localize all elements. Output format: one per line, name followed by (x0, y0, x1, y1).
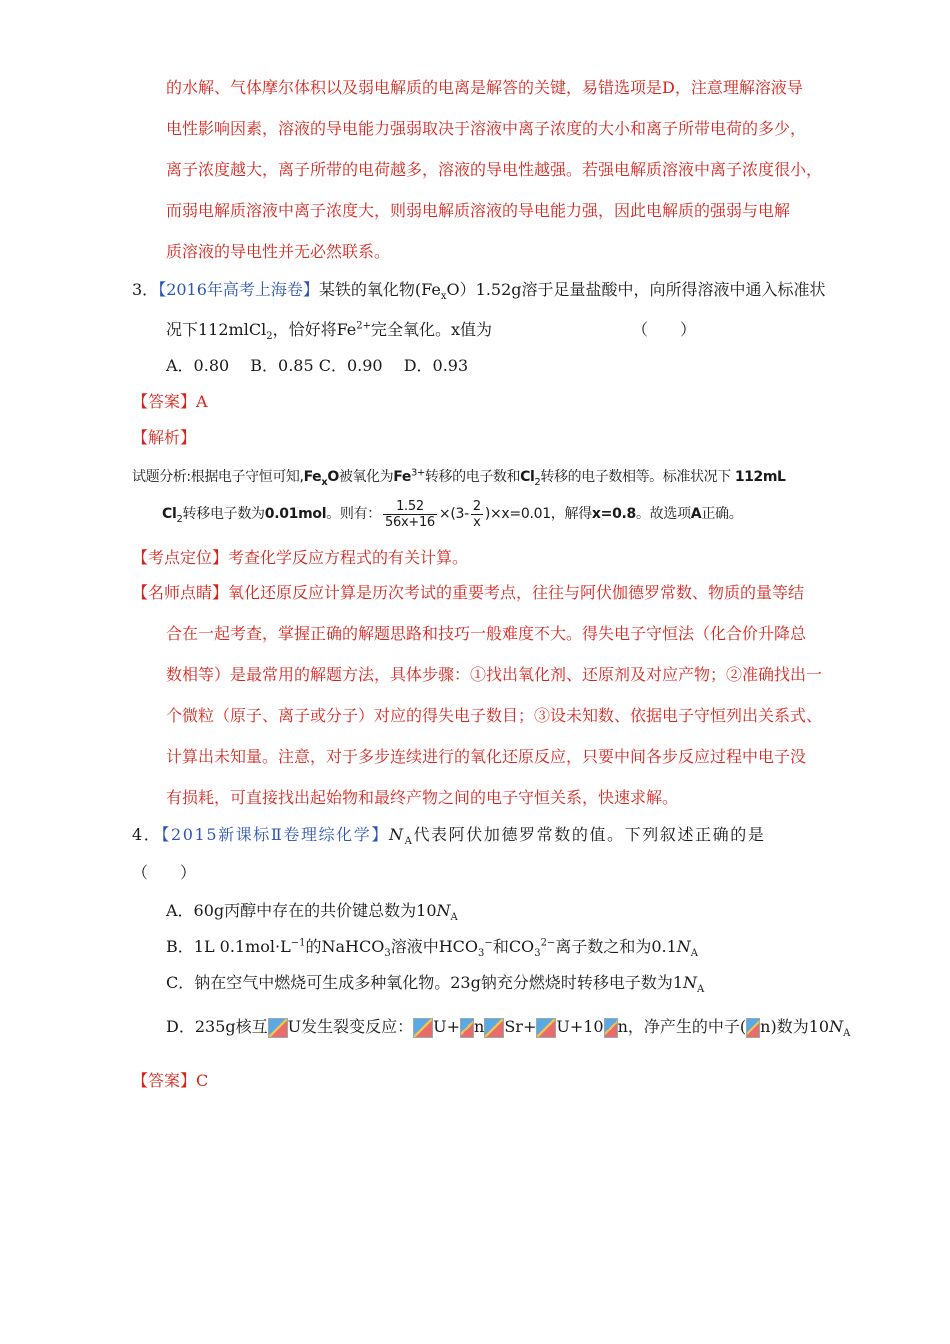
symbol: N (676, 937, 691, 956)
option-text: n)数为10 (760, 1017, 830, 1036)
broken-image-icon (268, 1018, 288, 1038)
subscript: A (697, 984, 705, 996)
text-line: 的水解、气体摩尔体积以及弱电解质的电离是解答的关键，易错选项是D，注意理解溶液导 (166, 78, 803, 97)
question-3-stem-line2 (166, 320, 493, 343)
formula: Fe (393, 469, 411, 485)
option-text: n，净产生的中子( (617, 1017, 747, 1036)
teacher-note-text: 数相等）是最常用的解题方法，具体步骤：①找出氧化剂、还原剂及对应产物；②准确找出一 (166, 665, 823, 684)
broken-image-icon (460, 1018, 474, 1038)
subscript: 2 (534, 476, 541, 488)
subscript: 3 (478, 948, 485, 960)
superscript: −1 (290, 937, 306, 949)
question-source: 【2016年高考上海卷】 (158, 280, 319, 299)
option-text: 离子数之和为0.1 (555, 937, 677, 956)
symbol: N (436, 901, 451, 920)
solution-text: 0.01mol (264, 506, 327, 522)
question-3-stem (132, 280, 826, 303)
key-point-text: 考查化学反应方程式的有关计算。 (228, 548, 469, 567)
option-text: U发生裂变反应： (287, 1017, 414, 1036)
subscript: A (843, 1028, 851, 1040)
option-text: 溶液中HCO (390, 937, 479, 956)
formula: O (327, 469, 339, 485)
subscript: 2 (266, 331, 273, 343)
stem-text: 代表阿伏加德罗常数的值。下列叙述正确的是 (413, 825, 766, 844)
teacher-note-line (132, 583, 804, 603)
question-3-options: A．0.80 B．0.85 C．0.90 D．0.93 (166, 356, 469, 375)
teacher-note-label: 【名师点睛】 (132, 583, 229, 602)
text-line: 离子浓度越大，离子所带的电荷越多，溶液的导电性越强。若强电解质溶液中离子浓度很小， (166, 160, 823, 179)
key-point-label: 【考点定位】 (132, 548, 229, 567)
solution-text: 。则有： (326, 506, 382, 522)
solution-line-2 (162, 496, 742, 532)
fraction-numerator: 1.52 (383, 499, 437, 515)
formula: Cl (520, 469, 535, 485)
fraction (471, 499, 483, 530)
formula: Fe (303, 469, 322, 485)
subscript: x (321, 476, 328, 488)
question-number: 3． (132, 280, 159, 299)
subscript: x (440, 291, 447, 303)
option-text: n (474, 1017, 485, 1036)
answer-value: A (196, 392, 208, 411)
option-text: 和CO (492, 937, 535, 956)
option-d (166, 1013, 850, 1041)
subscript: A (450, 912, 458, 924)
option-b (166, 937, 698, 960)
symbol: N (389, 825, 405, 844)
question-4-stem (132, 825, 766, 848)
option-text: Sr+ (504, 1017, 537, 1036)
solution-text: )×x=0.01，解得 (484, 506, 592, 522)
subscript: 2 (176, 513, 183, 525)
answer-label: 【答案】 (132, 392, 197, 411)
option-text: B．1L 0.1mol·L (166, 937, 291, 956)
solution-text: 转移电子数为 (182, 506, 265, 522)
teacher-note-text: 有损耗，可直接找出起始物和最终产物之间的电子守恒关系，快速求解。 (166, 788, 679, 807)
teacher-note-text: 氧化还原反应计算是历次考试的重要考点，往往与阿伏伽德罗常数、物质的量等结 (228, 583, 805, 602)
solution-text: 转移的电子数和 (424, 469, 521, 485)
answer-value: C (196, 1071, 209, 1090)
formula: Cl (162, 506, 177, 522)
answer-line (132, 392, 208, 412)
fraction-denominator: x (473, 514, 481, 530)
stem-text: 某铁的氧化物(Fe (318, 280, 441, 299)
option-c (166, 973, 705, 996)
question-number: 4． (132, 825, 162, 844)
subscript: 3 (534, 948, 541, 960)
subscript: A (404, 836, 414, 848)
superscript: 3+ (410, 467, 425, 479)
solution-text: 被氧化为 (338, 469, 394, 485)
stem-text: O）1.52g溶于足量盐酸中，向所得溶液中通入标准状 (446, 280, 826, 299)
key-point-line (132, 548, 468, 568)
solution-text: 正确。 (701, 506, 743, 522)
superscript: 2− (540, 937, 556, 949)
solution-text: 112mL (734, 469, 786, 485)
fraction-numerator: 2 (472, 498, 481, 514)
broken-image-icon (413, 1018, 433, 1038)
answer-paren: （ ） (132, 863, 197, 882)
subscript: 3 (384, 948, 391, 960)
teacher-note-text: 计算出未知量。注意，对于多步连续进行的氧化还原反应，只要中间各步反应过程中电子没 (166, 747, 807, 766)
stem-text: ，恰好将Fe (272, 320, 357, 339)
option-text: C．钠在空气中燃烧可生成多种氧化物。23g钠充分燃烧时转移电子数为1 (166, 973, 684, 992)
broken-image-icon (484, 1018, 504, 1038)
solution-text: ×(3- (438, 506, 469, 522)
broken-image-icon (536, 1018, 556, 1038)
broken-image-icon (604, 1018, 618, 1038)
solution-text: 转移的电子数相等。标准状况下 (540, 469, 731, 485)
option-text: A．60g丙醇中存在的共价键总数为10 (166, 901, 437, 920)
fraction (383, 499, 437, 530)
solution-text: 试题分析:根据电子守恒可知, (132, 469, 304, 485)
answer-paren: （ ） (632, 320, 697, 339)
option-text: D．235g核互 (166, 1017, 268, 1036)
text-line: 而弱电解质溶液中离子浓度大，则弱电解质溶液的导电能力强，因此电解质的强弱与电解 (166, 201, 791, 220)
broken-image-icon (746, 1018, 760, 1038)
text-line: 电性影响因素，溶液的导电能力强弱取决于溶液中离子浓度的大小和离子所带电荷的多少， (166, 119, 807, 138)
subscript: A (690, 948, 698, 960)
option-a (166, 901, 458, 924)
symbol: N (683, 973, 698, 992)
stem-text: 完全氧化。x值为 (371, 320, 493, 339)
answer-label: 【答案】 (132, 1071, 197, 1090)
solution-text: x=0.8 (591, 506, 636, 522)
solution-text: A (690, 506, 702, 522)
analysis-label: 【解析】 (132, 428, 197, 447)
option-text: U+10 (556, 1017, 604, 1036)
teacher-note-text: 合在一起考查，掌握正确的解题思路和技巧一般难度不大。得失电子守恒法（化合价升降总 (166, 624, 807, 643)
superscript: 2+ (356, 320, 372, 332)
question-source: 【2015新课标Ⅱ卷理综化学】 (161, 825, 389, 844)
symbol: N (829, 1017, 844, 1036)
fraction-denominator: 56x+16 (385, 514, 435, 530)
solution-text: 。故选项 (635, 506, 691, 522)
answer-line (132, 1071, 208, 1091)
option-text: 的NaHCO (305, 937, 385, 956)
solution-line-1 (132, 467, 786, 487)
option-text: U+ (433, 1017, 461, 1036)
teacher-note-text: 个微粒（原子、离子或分子）对应的得失电子数目；③设未知数、依据电子守恒列出关系式、 (166, 706, 823, 725)
text-line: 质溶液的导电性并无必然联系。 (166, 242, 391, 261)
superscript: − (484, 937, 493, 949)
stem-text: 况下112mlCl (166, 320, 267, 339)
